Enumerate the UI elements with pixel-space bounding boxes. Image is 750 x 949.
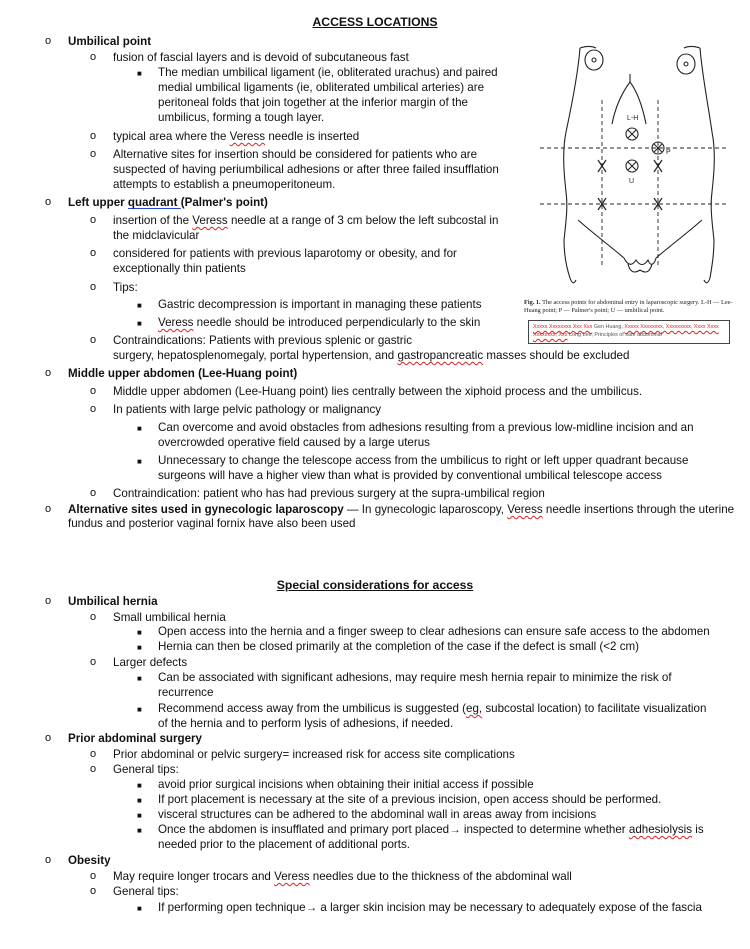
bullet-hollow-circle: o [90,403,97,415]
text-gynecologic-2: fundus and posterior vaginal fornix have also been used [68,517,356,530]
bullet-square: ■ [137,674,142,683]
bullet-hollow-circle: o [45,854,52,866]
bullet-hollow-circle: o [45,595,52,607]
text-tip-veress: Veress needle should be introduced perpendicularly to the skin [158,316,481,329]
figure-caption: Fig. 1. The access points for abdominal entry in laparoscopic surgery. L-H — Lee-Huang point; P — Palmer's point; U — umbilical point. [524,299,733,314]
text-contraindications-1: Contraindications: Patients with previous splenic or gastric [113,334,413,347]
text-hernia-closed: Hernia can then be closed primarily at the completion of the case if the defect is small (<2 cm) [158,640,640,653]
text-insertion-2: the midclavicular [113,229,200,242]
bullet-hollow-circle: o [90,148,97,160]
bullet-square: ■ [137,301,142,310]
text-mua-description: Middle upper abdomen (Lee-Huang point) lies centrally between the xiphoid process and the umbilicus. [113,385,643,398]
text-contraindications-2: surgery, hepatosplenomegaly, portal hypertension, and gastropancreatic masses should be excluded [113,349,630,362]
text-mua-contraindication: Contraindication: patient who has had previous surgery at the supra-umbilical region [113,487,545,500]
text-overcome-1: Can overcome and avoid obstacles from adhesions resulting from a previous low-midline incision and an [158,421,694,434]
bullet-square: ■ [137,826,142,835]
bullet-hollow-circle: o [90,611,97,623]
bullet-hollow-circle: o [90,885,97,897]
text-typical-area: typical area where the Veress needle is inserted [113,130,360,143]
text-unnecessary-2: surgeons will have a higher view than what is provided by conventional umbilical telescope access [158,469,662,482]
text-overcome-2: overcrowded operative field caused by a large uterus [158,436,430,449]
text-pelvic-pathology: In patients with large pelvic pathology or malignancy [113,403,382,416]
text-avoid-incisions: avoid prior surgical incisions when obtaining their initial access if possible [158,778,534,791]
figure-label-lee-huang: L-H [627,115,639,122]
text-open-technique: If performing open technique→ a larger skin incision may be necessary to adequately expose of the fascia [158,901,702,914]
text-ligament-2: medial umbilical ligaments (ie, obliterated umbilical arteries) are [158,81,485,94]
section-title-special-considerations: Special considerations for access [276,578,474,592]
bullet-hollow-circle: o [90,281,97,293]
text-alternative-2: suspected of having periumbilical adhesions or after three failed insufflation [113,163,499,176]
bullet-square: ■ [137,69,142,78]
figure-reference-box: Xxxxx Xxxxxxxx Xxx Xxx Gen Huang, Xxxxx Xxxxxxxx, Xxxxxxxxx, Xxxx Xxxx Xxxxxxxx, Xxx Long Lee, Principles of safe abdominal [528,320,730,344]
text-once-insufflated-1: Once the abdomen is insufflated and primary port placed→ inspected to determine whether adhesiolysis is [158,823,704,836]
text-adhesions-1: Can be associated with significant adhesions, may require mesh hernia repair to minimize the risk of [158,671,672,684]
section-title-access-locations: ACCESS LOCATIONS [312,15,438,29]
bullet-hollow-circle: o [45,732,52,744]
bullet-hollow-circle: o [90,763,97,775]
text-small-hernia: Small umbilical hernia [113,611,226,624]
bullet-hollow-circle: o [90,385,97,397]
heading-umbilical-point: Umbilical point [68,35,152,48]
bullet-square: ■ [137,424,142,433]
text-unnecessary-1: Unnecessary to change the telescope access from the umbilicus to right or left upper quadrant because [158,454,689,467]
text-larger-defects: Larger defects [113,656,188,669]
text-ligament-1: The median umbilical ligament (ie, obliterated urachus) and paired [158,66,498,79]
bullet-square: ■ [137,796,142,805]
abdomen-access-points-figure [520,34,742,344]
text-fusion: fusion of fascial layers and is devoid of subcutaneous fast [113,51,409,64]
text-obesity-general-tips: General tips: [113,885,179,898]
heading-middle-upper-abdomen: Middle upper abdomen (Lee-Huang point) [68,367,298,380]
figure-label-palmer: P [666,149,671,156]
text-longer-trocars: May require longer trocars and Veress needles due to the thickness of the abdominal wall [113,870,572,883]
heading-umbilical-hernia: Umbilical hernia [68,595,158,608]
text-considered-1: considered for patients with previous laparotomy or obesity, and for [113,247,457,260]
bullet-square: ■ [137,643,142,652]
bullet-square: ■ [137,457,142,466]
bullet-hollow-circle: o [45,503,52,515]
text-once-insufflated-2: needed prior to the placement of additional ports. [158,838,411,851]
figure-label-umbilical: U [629,178,635,185]
bullet-square: ■ [137,904,142,913]
text-tip-gastric: Gastric decompression is important in managing these patients [158,298,482,311]
heading-left-upper-quadrant: Left upper quadrant (Palmer's point) [68,196,268,209]
bullet-hollow-circle: o [90,487,97,499]
text-general-tips: General tips: [113,763,179,776]
bullet-hollow-circle: o [90,130,97,142]
text-prior-risk: Prior abdominal or pelvic surgery= increased risk for access site complications [113,748,515,761]
text-ligament-4: umbilicus, forming a tough layer. [158,111,325,124]
bullet-square: ■ [137,705,142,714]
bullet-hollow-circle: o [45,367,52,379]
bullet-square: ■ [137,628,142,637]
text-ligament-3: peritoneal folds that join together at the inferior margin of the [158,96,468,109]
heading-obesity: Obesity [68,854,111,867]
bullet-hollow-circle: o [90,214,97,226]
text-open-access: Open access into the hernia and a finger sweep to clear adhesions can ensure safe access to the abdomen [158,625,710,638]
text-considered-2: exceptionally thin patients [113,262,246,275]
text-tips: Tips: [113,281,138,294]
bullet-square: ■ [137,319,142,328]
bullet-hollow-circle: o [90,51,97,63]
bullet-hollow-circle: o [90,334,97,346]
text-recommend-2: of the hernia and to perform lysis of adhesions, if needed. [158,717,454,730]
bullet-hollow-circle: o [90,656,97,668]
bullet-hollow-circle: o [90,870,97,882]
text-gynecologic-1: Alternative sites used in gynecologic laparoscopy — In gynecologic laparoscopy, Veress needle insertions through the uterine [68,503,735,516]
text-recommend-1: Recommend access away from the umbilicus is suggested (eg, subcostal location) to facilitate visualization [158,702,707,715]
text-insertion-1: insertion of the Veress needle at a range of 3 cm below the left subcostal in [113,214,499,227]
text-adhesions-2: recurrence [158,686,214,699]
text-alternative-3: attempts to establish a pneumoperitoneum. [113,178,336,191]
bullet-square: ■ [137,811,142,820]
text-port-placement: If port placement is necessary at the site of a previous incision, open access should be performed. [158,793,662,806]
bullet-hollow-circle: o [45,35,52,47]
bullet-square: ■ [137,781,142,790]
heading-prior-abdominal-surgery: Prior abdominal surgery [68,732,203,745]
text-alternative-1: Alternative sites for insertion should be considered for patients who are [113,148,478,161]
bullet-hollow-circle: o [90,247,97,259]
text-visceral-structures: visceral structures can be adhered to the abdominal wall in areas away from incisions [158,808,597,821]
bullet-hollow-circle: o [45,196,52,208]
bullet-hollow-circle: o [90,748,97,760]
